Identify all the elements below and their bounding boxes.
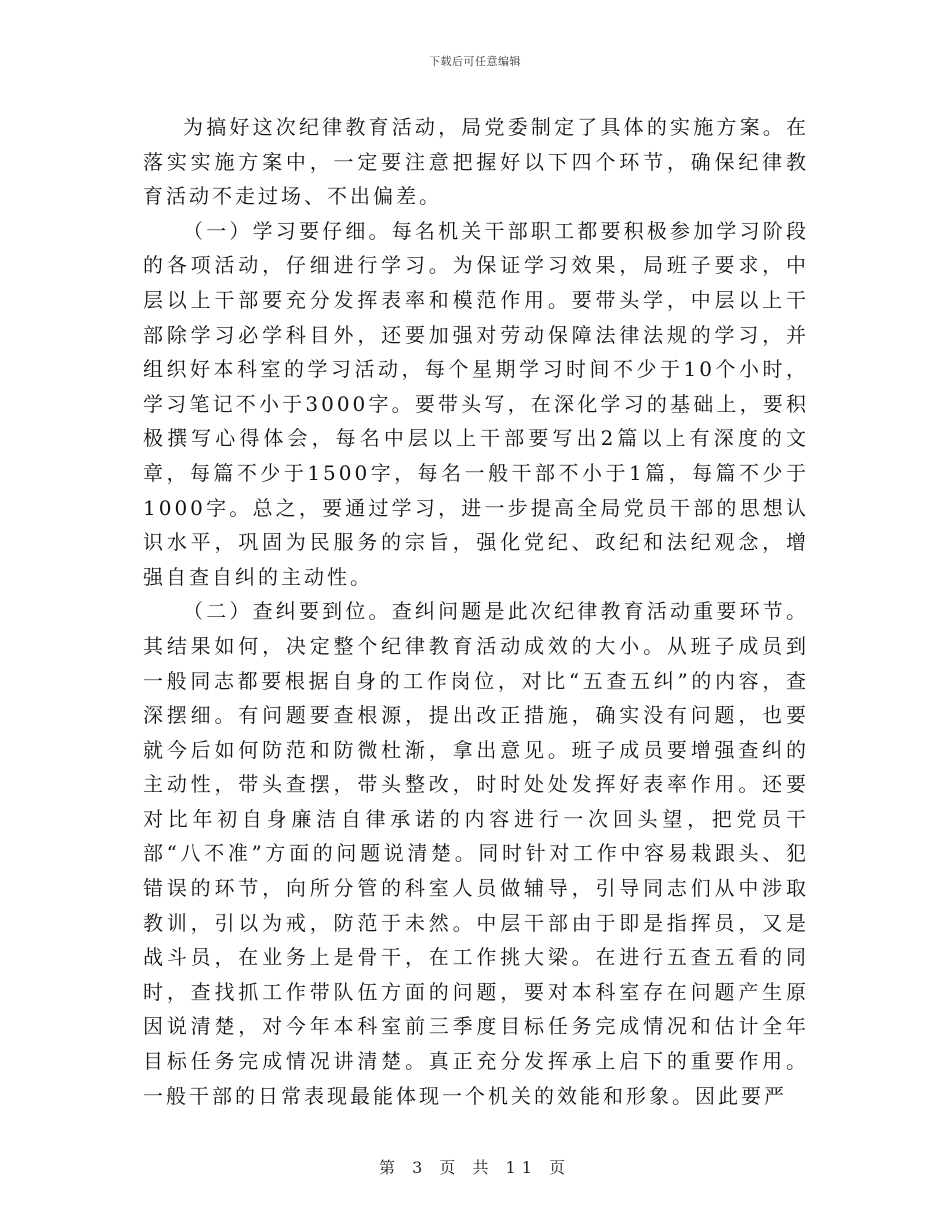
page-number-footer: 第 3 页 共 11 页 [379,1158,571,1177]
paragraph-study: （一）学习要仔细。每名机关干部职工都要积极参加学习阶段的各项活动，仔细进行学习。为保证学习效果，局班子要求，中层以上干部要充分发挥表率和模范作用。要带头学，中层以上干部除学习必学科目外，还要加强对劳动保障法律法规的学习，并组织好本科室的学习活动，每个星期学习时间不少于10个小时，学习笔记不小于3000字。要带头写，在深化学习的基础上，要积极撰写心得体会，每名中层以上干部要写出2篇以上有深度的文章，每篇不少于1500字，每名一般干部不小于1篇，每篇不少于1000字。总之，要通过学习，进一步提高全局党员干部的思想认识水平，巩固为民服务的宗旨，强化党纪、政纪和法纪观念，增强自查自纠的主动性。 [143,218,809,589]
document-body [143,110,809,1113]
paragraph-inspection: （二）查纠要到位。查纠问题是此次纪律教育活动重要环节。其结果如何，决定整个纪律教育活动成效的大小。从班子成员到一般同志都要根据自身的工作岗位，对比“五查五纠”的内容，查深摆细。有问题要查根源，提出改正措施，确实没有问题，也要就今后如何防范和防微杜渐，拿出意见。班子成员要增强查纠的主动性，带头查摆，带头整改，时时处处发挥好表率作用。还要对比年初自身廉洁自律承诺的内容进行一次回头望，把党员干部“八不准”方面的问题说清楚。同时针对工作中容易栽跟头、犯错误的环节，向所分管的科室人员做辅导，引导同志们从中涉取教训，引以为戒，防范于未然。中层干部由于即是指挥员，又是战斗员，在业务上是骨干，在工作挑大梁。在进行五查五看的同时，查找抓工作带队伍方面的问题，要对本科室存在问题产生原因说清楚，对今年本科室前三季度目标任务完成情况和估计全年目标任务完成情况讲清楚。真正充分发挥承上启下的重要作用。一般干部的日常表现最能体现一个机关的效能和形象。因此要严 [143,599,809,1108]
paragraph-intro: 为搞好这次纪律教育活动，局党委制定了具体的实施方案。在落实实施方案中，一定要注意把握好以下四个环节，确保纪律教育活动不走过场、不出偏差。 [143,115,809,209]
page-header: 下载后可任意编辑 [429,55,521,68]
